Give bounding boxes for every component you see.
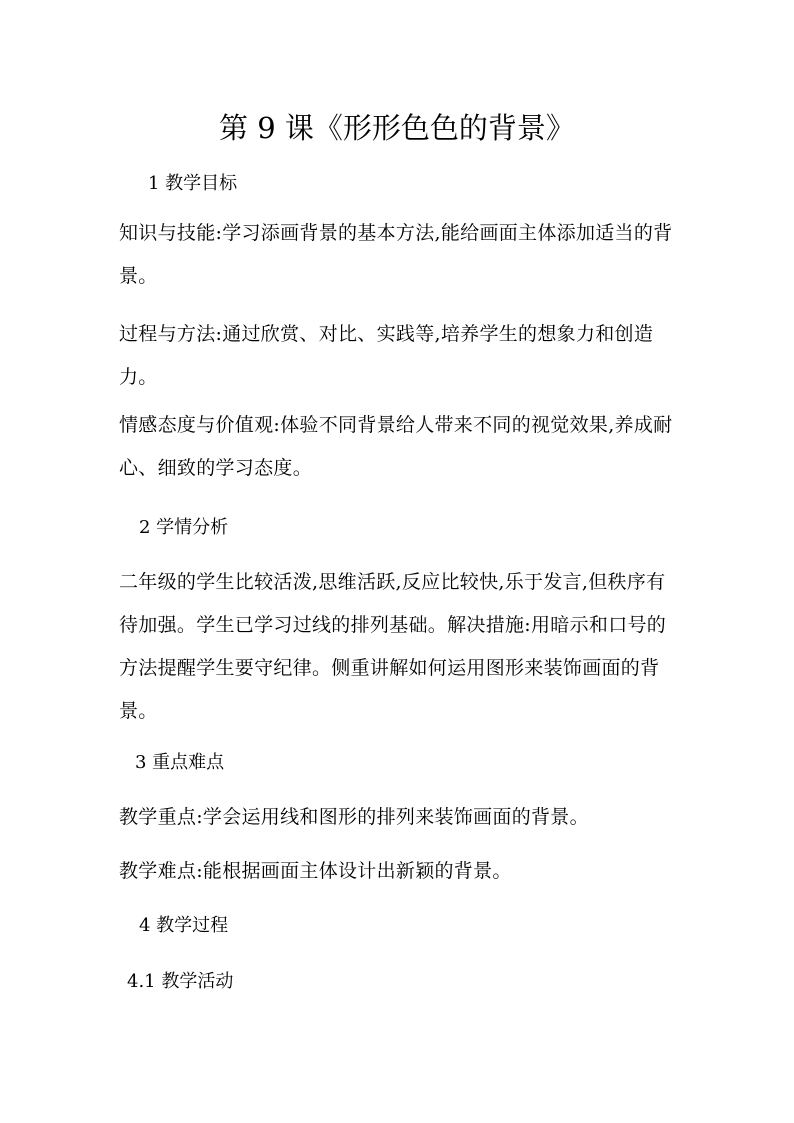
paragraph-knowledge-skills: 知识与技能:学习添画背景的基本方法,能给画面主体添加适当的背景。 — [119, 222, 673, 287]
paragraph-emotion-values: 情感态度与价值观:体验不同背景给人带来不同的视觉效果,养成耐心、细致的学习态度。 — [119, 414, 673, 479]
section-heading-teaching-process: 4 教学过程 — [139, 915, 229, 936]
paragraph-difficult-point: 教学难点:能根据画面主体设计出新颖的背景。 — [119, 860, 512, 882]
paragraph-key-point: 教学重点:学会运用线和图形的排列来装饰画面的背景。 — [119, 806, 589, 828]
section-heading-student-analysis: 2 学情分析 — [139, 517, 229, 538]
section-heading-key-points: 3 重点难点 — [135, 752, 225, 773]
page-title: 第 9 课《形形色色的背景》 — [219, 111, 575, 145]
paragraph-student-analysis: 二年级的学生比较活泼,思维活跃,反应比较快,乐于发言,但秩序有待加强。学生已学习过线的排列基础。解决措施:用暗示和口号的方法提醒学生要守纪律。侧重讲解如何运用图形来装饰画面的背景。 — [119, 571, 667, 722]
paragraph-process-method: 过程与方法:通过欣赏、对比、实践等,培养学生的想象力和创造力。 — [119, 323, 654, 388]
subsection-heading-teaching-activity: 4.1 教学活动 — [127, 971, 234, 992]
section-heading-objectives: 1 教学目标 — [148, 173, 238, 194]
